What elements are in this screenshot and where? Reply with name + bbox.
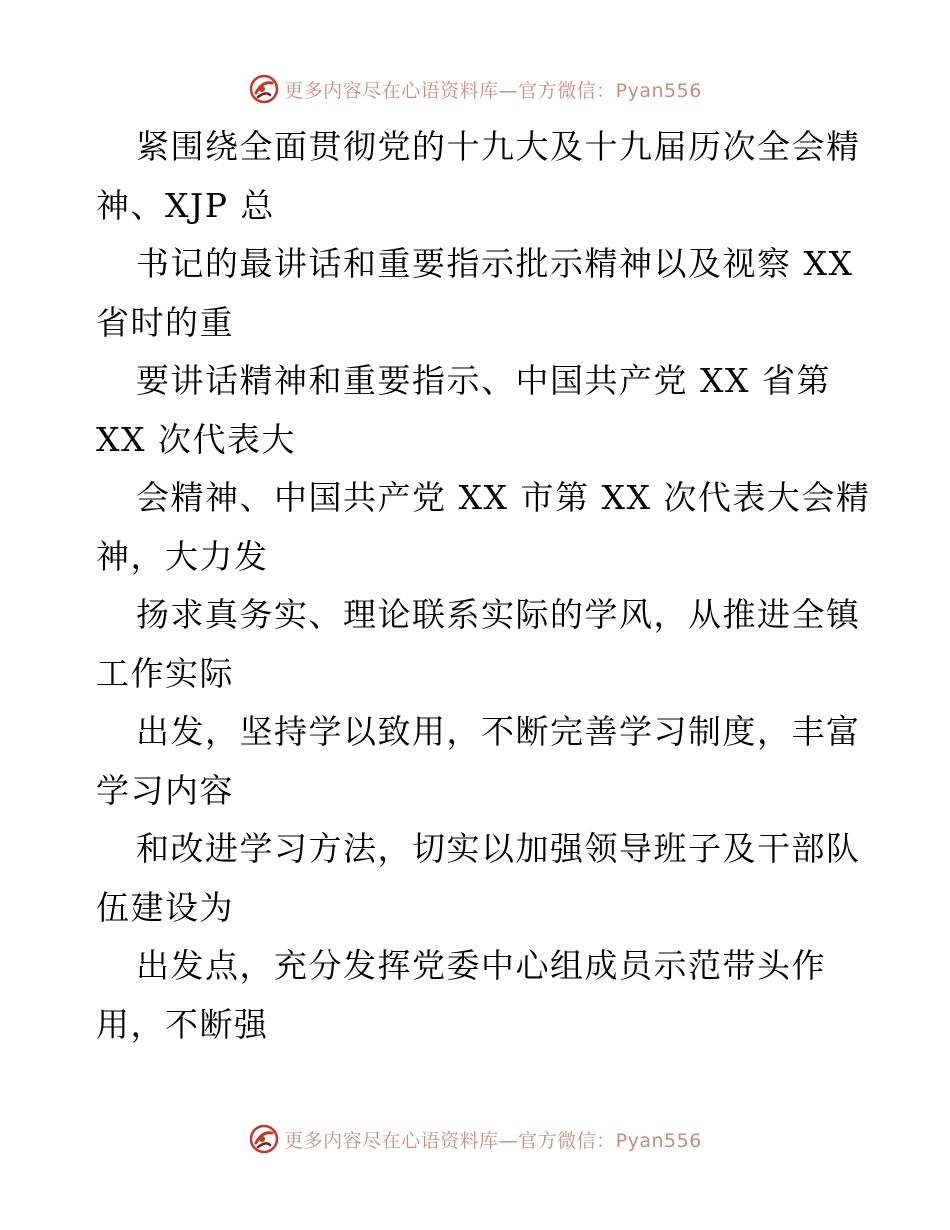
text-line: 神，大力发 [96,536,269,576]
text-line: 紧围绕全面贯彻党的十九大及十九届历次全会精 [136,127,861,166]
text-line: 书记的最讲话和重要指示批示精神以及视察 XX [136,244,854,283]
footer-watermark [0,1122,950,1156]
text-line: 出发点，充分发挥党委中心组成员示范带头作 [136,946,826,985]
watermark-text: 更多内容尽在心语资料库—官方微信：Pyan556 [284,79,702,102]
header-watermark [0,72,950,106]
text-line: 要讲话精神和重要指示、中国共产党 XX 省第 [136,361,831,400]
red-swirl-logo-icon [248,73,280,105]
text-line: 神、XJP 总 [96,185,275,225]
document-body [96,118,876,1054]
watermark-text: 更多内容尽在心语资料库—官方微信：Pyan556 [284,1129,702,1152]
text-line: 和改进学习方法，切实以加强领导班子及干部队 [136,829,861,868]
text-line: 省时的重 [96,302,234,342]
red-swirl-logo-icon [248,1123,280,1155]
text-line: 工作实际 [96,653,234,693]
text-line: 伍建设为 [96,887,234,927]
text-line: 会精神、中国共产党 XX 市第 XX 次代表大会精 [136,478,871,517]
text-line: 用，不断强 [96,1004,269,1044]
text-line: 出发，坚持学以致用，不断完善学习制度，丰富 [136,712,861,751]
text-line: XX 次代表大 [96,419,296,459]
text-line: 扬求真务实、理论联系实际的学风，从推进全镇 [136,595,861,634]
text-line: 学习内容 [96,770,234,810]
